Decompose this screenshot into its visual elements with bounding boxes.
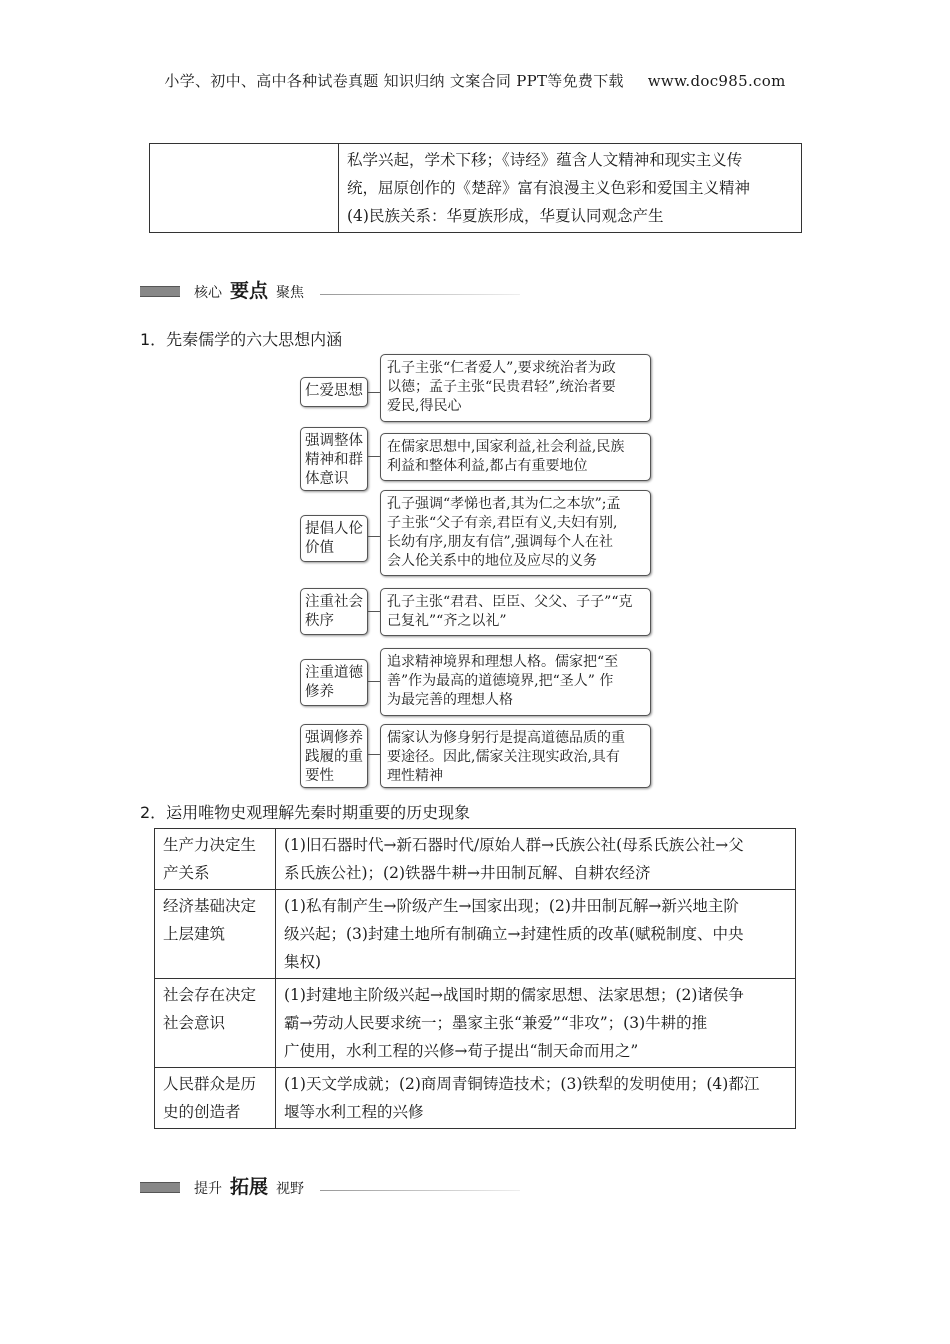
- cell-line: (1)私有制产生→阶级产生→国家出现；(2)井田制瓦解→新兴地主阶: [284, 897, 739, 915]
- mindmap-detail: [380, 433, 651, 481]
- extension-banner: [140, 1168, 520, 1198]
- mindmap-node-line: 注重社会: [305, 594, 363, 610]
- page-header: [0, 70, 950, 91]
- mindmap-detail-line: 以德；孟子主张“民贵君轻”,统治者要: [387, 379, 616, 395]
- mindmap-detail-line: 利益和整体利益,都占有重要地位: [387, 458, 588, 474]
- continued-table-left-cell: [150, 144, 339, 233]
- mindmap-node-line: 价值: [305, 540, 334, 556]
- table-row: [155, 1068, 796, 1129]
- mindmap-node-line: 精神和群: [305, 452, 363, 468]
- mindmap-detail-line: 在儒家思想中,国家利益,社会利益,民族: [387, 439, 625, 455]
- continued-line: 统，屈原创作的《楚辞》富有浪漫主义色彩和爱国主义精神: [347, 179, 751, 197]
- mindmap-detail-line: 追求精神境界和理想人格。儒家把“至: [387, 654, 619, 670]
- mindmap-detail: [380, 588, 651, 636]
- mindmap-detail-line: 善”作为最高的道德境界,把“圣人” 作: [387, 673, 614, 689]
- mindmap-detail-line: 理性精神: [387, 768, 443, 784]
- table-row: [155, 979, 796, 1068]
- cell-line: 史的创造者: [163, 1103, 241, 1121]
- mindmap-node-line: 修养: [305, 684, 334, 700]
- banner-line: [320, 294, 520, 295]
- table-row-label: [155, 979, 276, 1068]
- mindmap-node-line: 强调修养: [305, 730, 363, 746]
- header-text: 小学、初中、高中各种试卷真题 知识归纳 文案合同 PPT等免费下载: [164, 72, 624, 90]
- cell-line: (1)天文学成就；(2)商周青铜铸造技术；(3)铁犁的发明使用；(4)都江: [284, 1075, 760, 1093]
- mindmap-detail-line: 爱民,得民心: [387, 398, 462, 414]
- mindmap-detail: [380, 724, 651, 788]
- mindmap-node-line: 强调整体: [305, 433, 363, 449]
- continued-table: [149, 143, 802, 233]
- table-row-label: [155, 890, 276, 979]
- mindmap-detail: [380, 490, 651, 576]
- cell-line: 产关系: [163, 864, 210, 882]
- mindmap-detail-line: 儒家认为修身躬行是提高道德品质的重: [387, 730, 625, 746]
- mindmap-detail: [380, 648, 651, 716]
- cell-line: 经济基础决定: [163, 897, 257, 915]
- history-table: [154, 828, 796, 1129]
- mindmap-node: [300, 724, 368, 788]
- cell-line: 广使用，水利工程的兴修→荀子提出“制天命而用之”: [284, 1042, 639, 1060]
- table-row-content: [276, 1068, 796, 1129]
- cell-line: 社会意识: [163, 1014, 226, 1032]
- banner-post: 视野: [276, 1181, 305, 1197]
- table-row-content: [276, 890, 796, 979]
- mindmap-node-line: 注重道德: [305, 665, 363, 681]
- table-row-label: [155, 1068, 276, 1129]
- section-1-title: 1．先秦儒学的六大思想内涵: [140, 330, 343, 349]
- mindmap-node: [300, 515, 368, 562]
- banner-bar: [140, 286, 180, 297]
- mindmap-connector: [368, 392, 380, 393]
- cell-line: (1)封建地主阶级兴起→战国时期的儒家思想、法家思想；(2)诸侯争: [284, 986, 744, 1004]
- cell-line: 社会存在决定: [163, 986, 257, 1004]
- mindmap-connector: [368, 536, 380, 537]
- mindmap-connector: [368, 611, 380, 612]
- continued-line: (4)民族关系：华夏族形成，华夏认同观念产生: [347, 207, 664, 225]
- cell-line: 霸→劳动人民要求统一；墨家主张“兼爱”“非攻”；(3)牛耕的推: [284, 1014, 708, 1032]
- mindmap-node-line: 践履的重: [305, 749, 363, 765]
- mindmap-detail-line: 会人伦关系中的地位及应尽的义务: [387, 553, 597, 569]
- cell-line: 人民群众是历: [163, 1075, 257, 1093]
- table-row-label: [155, 829, 276, 890]
- mindmap-detail-line: 要途径。因此,儒家关注现实政治,具有: [387, 749, 620, 765]
- cell-line: 级兴起；(3)封建土地所有制确立→封建性质的改革(赋税制度、中央: [284, 925, 744, 943]
- mindmap-node: [300, 659, 368, 706]
- cell-line: 系氏族公社)；(2)铁器牛耕→井田制瓦解、自耕农经济: [284, 864, 651, 882]
- table-row-content: [276, 829, 796, 890]
- banner-pre: 提升: [194, 1181, 222, 1197]
- mindmap-detail-line: 为最完善的理想人格: [387, 692, 513, 708]
- mindmap-node-line: 体意识: [305, 471, 349, 487]
- banner-bar: [140, 1182, 180, 1193]
- banner-line: [320, 1190, 520, 1191]
- banner-main: 拓展: [230, 1176, 269, 1198]
- cell-line: 集权): [284, 953, 322, 971]
- mindmap-detail-line: 己复礼”“齐之以礼”: [387, 613, 507, 629]
- banner-post: 聚焦: [276, 285, 305, 301]
- continued-line: 私学兴起，学术下移；《诗经》蕴含人文精神和现实主义传: [347, 151, 743, 169]
- mindmap-detail-line: 孔子主张“君君、臣臣、父父、子子”“克: [387, 594, 633, 610]
- mindmap-detail-line: 孔子强调“孝悌也者,其为仁之本欤”;孟: [387, 496, 621, 512]
- mindmap-node-line: 秩序: [305, 613, 334, 629]
- mindmap-connector: [368, 681, 380, 682]
- cell-line: 生产力决定生: [163, 836, 257, 854]
- mindmap-node-line: 要性: [305, 768, 334, 784]
- cell-line: 上层建筑: [163, 925, 226, 943]
- mindmap-node-line: 提倡人伦: [305, 521, 363, 537]
- continued-table-right-cell: [339, 144, 802, 233]
- mindmap-detail: [380, 354, 651, 422]
- table-row-content: [276, 979, 796, 1068]
- mindmap-detail-line: 子主张“父子有亲,君臣有义,夫妇有别,: [387, 515, 618, 531]
- mindmap-node: [300, 427, 368, 491]
- mindmap-connector: [368, 754, 380, 755]
- key-points-banner: [140, 272, 520, 302]
- mindmap-node: [300, 588, 368, 635]
- banner-title: [194, 276, 304, 303]
- mindmap-node-line: 仁爱思想: [305, 383, 363, 399]
- banner-main: 要点: [230, 280, 269, 302]
- mindmap-node: [300, 377, 368, 407]
- table-row: [155, 890, 796, 979]
- cell-line: 堰等水利工程的兴修: [284, 1103, 424, 1121]
- table-row: [155, 829, 796, 890]
- banner-pre: 核心: [194, 285, 222, 301]
- section-2-title: 2．运用唯物史观理解先秦时期重要的历史现象: [140, 803, 471, 822]
- header-url[interactable]: www.doc985.com: [647, 72, 786, 90]
- mindmap-connector: [368, 456, 380, 457]
- mindmap-detail-line: 孔子主张“仁者爱人”,要求统治者为政: [387, 360, 616, 376]
- cell-line: (1)旧石器时代→新石器时代/原始人群→氏族公社(母系氏族公社→父: [284, 836, 744, 854]
- banner-title: [194, 1172, 304, 1199]
- mindmap-detail-line: 长幼有序,朋友有信”,强调每个人在社: [387, 534, 614, 550]
